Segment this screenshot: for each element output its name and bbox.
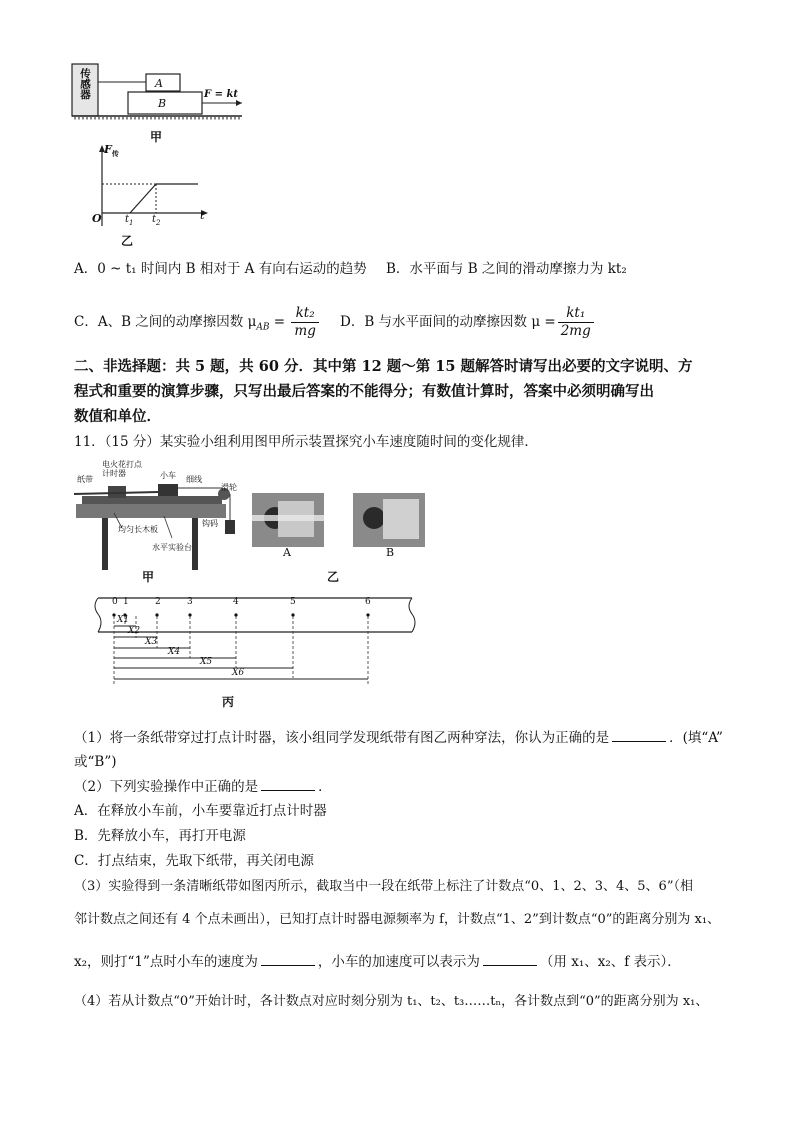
section2-line2: 程式和重要的演算步骤，只写出最后答案的不能得分；有数值计算时，答案中必须明确写出 [74,383,654,400]
tape-dist-x4: X4 [168,647,181,657]
q11-part4: （4）若从计数点“0”开始计时，各计数点对应时刻分别为 t₁、t₂、t₃……tₙ，各计数点到“0”的距离分别为 x₁、 [74,994,709,1009]
label-weight: 钩码 [202,519,218,528]
option-d: D．B 与水平面间的动摩擦因数 μ = $\frac{\text{kt₁}}{2mg}$ [340,302,596,342]
tape-point-6: 6 [365,597,371,607]
weight [225,520,235,534]
tape-dist-x6: X6 [232,668,245,678]
q11-option-a: A．在释放小车前，小车要靠近打点计时器 [74,803,327,819]
tape-point-2: 2 [155,597,161,607]
answer-blank-1[interactable] [612,727,666,742]
tape-point-4: 4 [233,597,239,607]
block-a-label: A [155,77,163,90]
graph-t2: $t_2$ [152,214,161,227]
label-pulley: 滑轮 [221,483,237,492]
photo-b-label: B [386,546,395,559]
tape-point-0: 0 [112,597,118,607]
photo-a-label: A [283,546,291,559]
photos-caption: 乙 [327,570,340,584]
label-table: 水平实验台 [152,543,192,552]
option-c-fraction: $\frac{\text{kt₂}}{mg}$ [291,305,318,340]
table-leg-right [192,518,198,570]
graph-y-label: $F_传$ [104,143,119,159]
tape-dist-x5: X5 [200,657,213,667]
graph-t1: $t_1$ [125,214,134,227]
q11-part1: （1）将一条纸带穿过打点计时器，该小组同学发现纸带有图乙两种穿法，你认为正确的是 ．(填“A” [74,727,723,748]
label-string: 细线 [186,475,202,484]
q11-part1-cont: 或“B”) [74,754,117,770]
figure-tape-caption: 丙 [222,695,235,709]
force-label: F = kt [204,89,238,100]
answer-blank-4[interactable] [483,951,537,966]
answer-blank-2[interactable] [261,776,315,791]
graph-x-label: t [200,209,205,222]
figure-apparatus-caption: 甲 [142,570,155,584]
tape-dist-x2: X2 [128,626,141,636]
q11-intro: 11．（15 分）某实验小组利用图甲所示装置探究小车速度随时间的变化规律． [74,434,538,450]
sensor-label: 传感器 [79,68,91,100]
label-board: 均匀长木板 [118,525,158,534]
block-a [146,74,180,91]
section2-line1: 二、非选择题：共 5 题，共 60 分．其中第 12 题～第 15 题解答时请写出必要的文字说明、方 [74,358,693,375]
option-c: C．A、B 之间的动摩擦因数 $\mu_{AB}$ = $\frac{\text{kt₂}}{mg}$ [74,302,321,342]
table-top [76,504,226,518]
tape-point-3: 3 [187,597,193,607]
option-b: B．水平面与 B 之间的滑动摩擦力为 kt₂ [386,261,627,277]
paper-tape [74,492,158,494]
q11-part3-line2: 邻计数点之间还有 4 个点未画出），已知打点计时器电源频率为 f，计数点“1、2”到计数点“0”的距离分别为 x₁、 [74,912,721,927]
tape-dist-x1: X1 [117,615,130,625]
figure-jia-caption: 甲 [150,130,163,144]
tape-point-5: 5 [290,597,296,607]
label-cart: 小车 [160,471,176,480]
answer-blank-3[interactable] [261,951,315,966]
tape-dist-x3: X3 [145,637,158,647]
q11-option-c: C．打点结束，先取下纸带，再关闭电源 [74,853,314,869]
figure-tape [90,592,420,692]
photo-b [353,493,425,547]
block-b-label: B [158,97,167,110]
q11-part3-line3: x₂，则打“1”点时小车的速度为 ，小车的加速度可以表示为 （用 x₁、x₂、f 表示）． [74,951,681,972]
rising-line [130,184,156,213]
q11-part3-line1: （3）实验得到一条清晰纸带如图丙所示，截取当中一段在纸带上标注了计数点“0、1、2、3、4、5、6”（相 [74,879,693,894]
option-a: A．0 ~ t₁ 时间内 B 相对于 A 有向右运动的趋势 [74,261,367,277]
cart [158,484,178,496]
tape-point-1: 1 [123,597,129,607]
photo-a [252,493,324,547]
q11-part2: （2）下列实验操作中正确的是 ． [74,776,332,797]
option-d-fraction: $\frac{\text{kt₁}}{2mg}$ [558,305,594,340]
figure-yi-caption: 乙 [121,234,134,248]
q11-option-b: B．先释放小车，再打开电源 [74,828,246,844]
label-paper-tape: 纸带 [77,475,93,484]
table-leg-left [102,518,108,570]
graph-origin: O [92,212,102,225]
section2-line3: 数值和单位． [74,408,161,425]
board [82,496,222,504]
label-timer: 电火花打点计时器 [102,460,142,478]
